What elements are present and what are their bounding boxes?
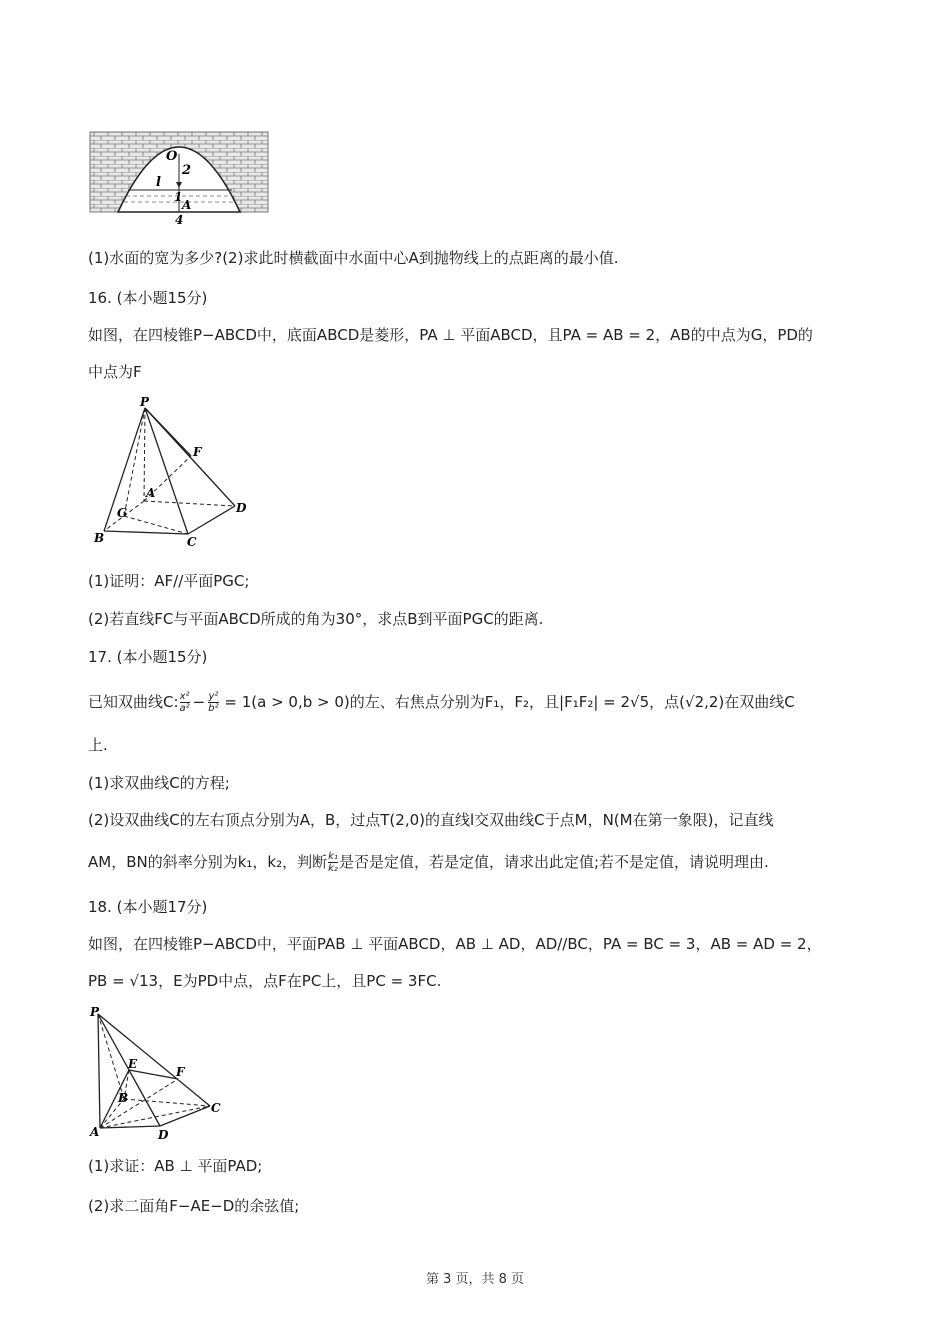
q15-parts: (1)水面的宽为多少?(2)求此时横截面中水面中心A到抛物线上的点距离的最小值.: [88, 249, 619, 267]
label-l: l: [156, 175, 161, 190]
pyramid-figure-q18: [88, 1004, 228, 1146]
pyramid-figure-q16: [90, 396, 250, 548]
label-G: G: [117, 506, 128, 520]
label-O: O: [166, 149, 178, 164]
label-B: B: [118, 1091, 129, 1105]
fraction-y-denominator: b²: [208, 703, 219, 714]
fraction-k-denominator: k₂: [328, 863, 338, 874]
q16-part1: (1)证明：AF//平面PGC;: [88, 572, 250, 590]
label-C: C: [211, 1101, 221, 1115]
arch-bridge-figure: [90, 132, 270, 227]
label-A: A: [90, 1125, 100, 1139]
label-A: A: [182, 198, 192, 212]
q17-part2-prefix: AM，BN的斜率分别为k₁，k₂，判断: [88, 853, 328, 871]
q16-part2: (2)若直线FC与平面ABCD所成的角为30°，求点B到平面PGC的距离.: [88, 610, 544, 628]
label-B: B: [94, 531, 105, 545]
fraction-y-numerator: y²: [208, 691, 219, 702]
fraction-x-denominator: a²: [179, 703, 190, 714]
label-1: 1: [174, 190, 183, 204]
q17-stem-prefix: 已知双曲线C:: [88, 693, 179, 711]
q17-part2-suffix: 是否是定值，若是定值，请求出此定值;若不是定值，请说明理由.: [338, 853, 769, 871]
q17-header: 17. (本小题15分): [88, 648, 208, 666]
label-C: C: [187, 535, 197, 549]
fraction-k: [328, 851, 338, 874]
q18-header: 18. (本小题17分): [88, 898, 208, 916]
q17-stem-line1: [88, 690, 795, 714]
page-footer: 第 3 页，共 8 页: [425, 1272, 525, 1287]
fraction-k-numerator: k₁: [328, 851, 338, 862]
q18-part2: (2)求二面角F−AE−D的余弦值;: [88, 1197, 300, 1215]
label-P: P: [90, 1005, 100, 1019]
q17-part2-line2: [88, 850, 769, 874]
minus-sign: −: [192, 693, 206, 711]
q18-part1: (1)求证：AB ⊥ 平面PAD;: [88, 1157, 263, 1175]
q17-part1: (1)求双曲线C的方程;: [88, 774, 230, 792]
q17-stem-line2: 上.: [88, 736, 108, 754]
q16-stem-line1: 如图，在四棱锥P−ABCD中，底面ABCD是菱形，PA ⊥ 平面ABCD，且PA = AB = 2，AB的中点为G，PD的: [88, 326, 813, 344]
fraction-x-numerator: x²: [179, 691, 190, 702]
q16-stem-line2: 中点为F: [88, 363, 142, 381]
label-F: F: [193, 445, 202, 459]
q17-part2-line1: (2)设双曲线C的左右顶点分别为A，B，过点T(2,0)的直线l交双曲线C于点M，N(M在第一象限)，记直线: [88, 811, 774, 829]
label-D: D: [236, 501, 247, 515]
q16-header: 16. (本小题15分): [88, 289, 208, 307]
label-4: 4: [175, 213, 184, 227]
label-F: F: [176, 1065, 185, 1079]
fraction-x: [180, 691, 190, 714]
q18-stem-line1: 如图，在四棱锥P−ABCD中，平面PAB ⊥ 平面ABCD，AB ⊥ AD，AD//BC，PA = BC = 3，AB = AD = 2，: [88, 935, 822, 953]
label-D: D: [158, 1128, 169, 1142]
fraction-y: [208, 691, 218, 714]
label-2: 2: [182, 163, 192, 178]
label-P: P: [140, 395, 150, 409]
label-E: E: [128, 1057, 138, 1071]
label-A: A: [146, 486, 156, 500]
q17-stem-suffix: = 1(a > 0,b > 0)的左、右焦点分别为F₁，F₂，且|F₁F₂| = 2√5，点(√2,2)在双曲线C: [219, 693, 795, 711]
q18-stem-line2: PB = √13，E为PD中点，点F在PC上，且PC = 3FC.: [88, 972, 442, 990]
